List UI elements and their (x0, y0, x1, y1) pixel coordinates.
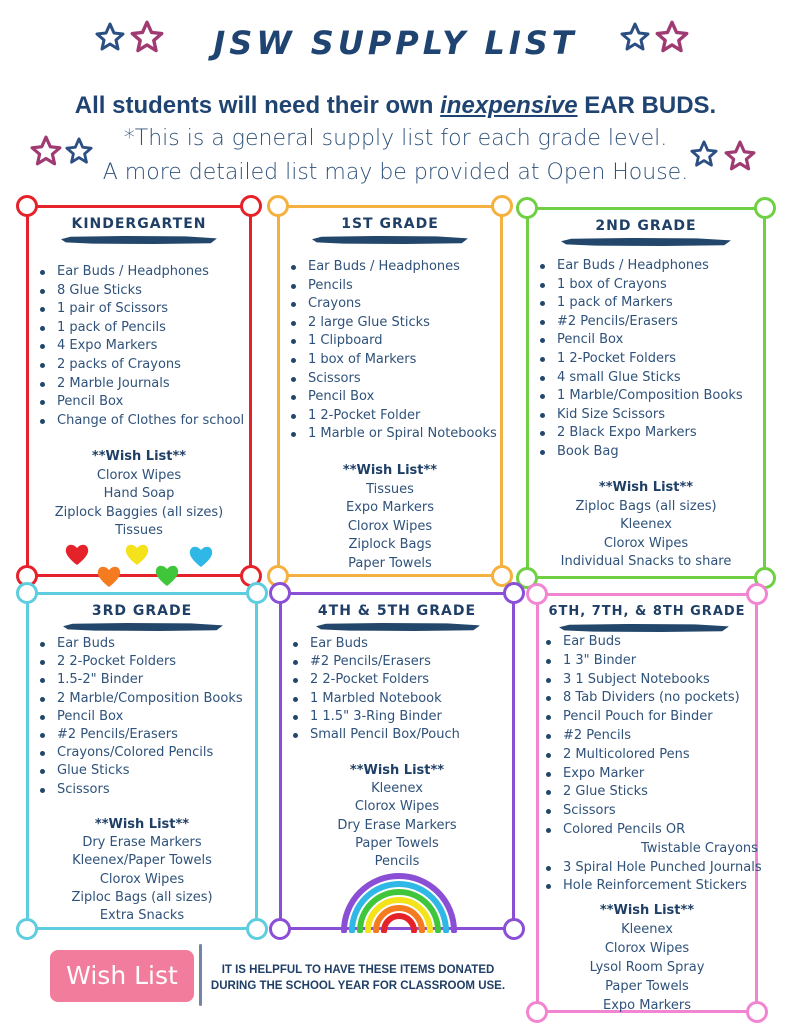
wish-item: Tissues (115, 523, 163, 539)
list-item: 8 Glue Sticks (37, 282, 244, 301)
wish-item: Kleenex (621, 922, 673, 937)
list-item: Pencil Box (37, 708, 243, 726)
card-1st-grade (277, 205, 503, 577)
brush-underline (559, 624, 729, 632)
list-item: 2 Multicolored Pens (543, 746, 762, 765)
list-item: #2 Pencils (543, 727, 762, 746)
star-doodle-icon (95, 22, 125, 52)
list-item: 1 box of Markers (288, 351, 497, 370)
star-doodle-icon (620, 22, 650, 52)
page-title: JSW SUPPLY LIST (213, 24, 578, 62)
card-heading: 3RD GRADE (91, 603, 193, 619)
list-item: 1 Marbled Notebook (290, 690, 460, 708)
list-item: 1 Marble or Spiral Notebooks (288, 425, 497, 444)
list-item: 2 Marble Journals (37, 375, 244, 394)
wish-item: Extra Snacks (99, 908, 185, 924)
list-item: Ear Buds / Headphones (288, 258, 497, 277)
wish-item: Kleenex (371, 781, 423, 797)
notice-text-post: EAR BUDS. (577, 92, 717, 119)
list-item: #2 Pencils/Erasers (290, 653, 460, 671)
wish-item: Clorox Wipes (99, 871, 185, 887)
brush-underline (561, 238, 731, 246)
wish-list (29, 816, 255, 925)
list-item: 1 1.5" 3-Ring Binder (290, 708, 460, 726)
list-item: Ear Buds (543, 633, 762, 652)
wish-heading: **Wish List** (349, 763, 445, 778)
list-item: Hole Reinforcement Stickers (543, 877, 762, 896)
wish-heading: **Wish List** (342, 463, 438, 478)
list-item: Scissors (37, 781, 243, 799)
wish-item: Clorox Wipes (603, 535, 689, 551)
supply-list (290, 635, 460, 744)
supply-list (288, 258, 497, 444)
card-4th-5th-grade (279, 592, 515, 930)
list-item: Ear Buds / Headphones (537, 257, 743, 276)
supply-list (543, 633, 762, 896)
list-item: Ear Buds / Headphones (37, 263, 244, 282)
wish-list (539, 901, 755, 1015)
brush-underline (63, 623, 223, 631)
divider (199, 944, 202, 1006)
list-item: Crayons (288, 295, 497, 314)
wish-list (529, 479, 763, 572)
card-kindergarten (26, 205, 252, 577)
supply-list (537, 257, 743, 462)
list-item: 2 large Glue Sticks (288, 314, 497, 333)
list-item: 3 Spiral Hole Punched Journals (543, 859, 762, 878)
notice-text-pre: All students will need their own (74, 92, 441, 119)
brush-underline (312, 236, 468, 244)
list-item: Change of Clothes for school (37, 412, 244, 431)
wish-heading: **Wish List** (94, 817, 190, 832)
list-item: 1 pair of Scissors (37, 300, 244, 319)
list-item: 4 small Glue Sticks (537, 369, 743, 388)
list-item: 1 3" Binder (543, 652, 762, 671)
rainbow-icon (336, 873, 462, 933)
wish-item: Clorox Wipes (604, 941, 690, 956)
list-item: 1 pack of Pencils (37, 319, 244, 338)
wish-item: Kleenex (620, 517, 672, 533)
list-item: 2 2-Pocket Folders (37, 653, 243, 671)
supply-list (37, 263, 244, 430)
earbuds-notice (0, 92, 791, 120)
list-item: #2 Pencils/Erasers (37, 726, 243, 744)
wish-item: Paper Towels (355, 835, 439, 851)
wish-item: Clorox Wipes (347, 518, 433, 534)
supply-list (37, 635, 243, 799)
list-item: 1 Clipboard (288, 332, 497, 351)
wish-item: Paper Towels (348, 555, 432, 571)
heart-icon (124, 541, 150, 567)
donation-note-line-2: DURING THE SCHOOL YEAR FOR CLASSROOM USE. (210, 980, 506, 992)
subnote-line-2: A more detailed list may be provided at Open House. (102, 160, 689, 185)
list-item: 8 Tab Dividers (no pockets) (543, 689, 762, 708)
wish-item: Pencils (374, 854, 420, 870)
card-heading: 6TH, 7TH, & 8TH GRADE (548, 604, 746, 619)
wish-list (29, 448, 249, 541)
list-item: 2 packs of Crayons (37, 356, 244, 375)
list-item: Pencil Pouch for Binder (543, 708, 762, 727)
star-doodle-icon (130, 20, 164, 54)
list-item: 1.5-2" Binder (37, 671, 243, 689)
wish-heading: **Wish List** (598, 480, 694, 495)
list-item: Ear Buds (37, 635, 243, 653)
list-item: Scissors (543, 802, 762, 821)
list-item: Pencil Box (537, 331, 743, 350)
card-2nd-grade (526, 207, 766, 579)
card-heading: 4TH & 5TH GRADE (317, 603, 477, 619)
list-item: Glue Sticks (37, 762, 243, 780)
list-item: Pencils (288, 277, 497, 296)
list-item: 1 2-Pocket Folders (537, 350, 743, 369)
list-item: Colored Pencils OR (543, 821, 762, 840)
brush-underline (316, 623, 480, 631)
list-item-continued: Twistable Crayons (641, 840, 758, 856)
card-heading: KINDERGARTEN (71, 216, 207, 232)
list-item: 3 1 Subject Notebooks (543, 671, 762, 690)
list-item: 1 2-Pocket Folder (288, 407, 497, 426)
list-item: Crayons/Colored Pencils (37, 744, 243, 762)
wish-item: Hand Soap (103, 486, 175, 502)
wish-heading: **Wish List** (599, 903, 695, 918)
wish-item: Ziplock Baggies (all sizes) (54, 504, 224, 520)
subnote-line-1: *This is a general supply list for each grade level. (123, 126, 668, 151)
list-item: 2 Glue Sticks (543, 783, 762, 802)
list-item: 1 box of Crayons (537, 276, 743, 295)
wish-item: Individual Snacks to share (560, 554, 732, 570)
list-item: Scissors (288, 370, 497, 389)
brush-underline (61, 236, 217, 244)
list-item: 2 Marble/Composition Books (37, 690, 243, 708)
list-item: Expo Marker (543, 765, 762, 784)
card-3rd-grade (26, 592, 258, 930)
list-item: Pencil Box (37, 393, 244, 412)
wish-item: Clorox Wipes (354, 799, 440, 815)
wish-item: Dry Erase Markers (337, 817, 457, 833)
wish-item: Tissues (366, 481, 414, 497)
wish-item: Ziplock Bags (348, 537, 432, 553)
wish-item: Ziploc Bags (all sizes) (575, 498, 717, 514)
list-item: Kid Size Scissors (537, 406, 743, 425)
wish-item: Lysol Room Spray (589, 960, 705, 975)
list-item: 2 2-Pocket Folders (290, 671, 460, 689)
wish-heading: **Wish List** (91, 449, 187, 464)
list-item: Book Bag (537, 443, 743, 462)
donation-note (203, 962, 513, 994)
wish-item: Ziploc Bags (all sizes) (71, 889, 213, 905)
donation-note-line-1: IT IS HELPFUL TO HAVE THESE ITEMS DONATED (221, 964, 495, 976)
list-item: 4 Expo Markers (37, 337, 244, 356)
wish-item: Paper Towels (605, 979, 689, 994)
list-item: 1 Marble/Composition Books (537, 387, 743, 406)
list-item: Ear Buds (290, 635, 460, 653)
wish-item: Clorox Wipes (96, 467, 182, 483)
list-item: #2 Pencils/Erasers (537, 313, 743, 332)
wish-list (282, 762, 512, 871)
heart-icon (154, 562, 180, 588)
card-heading: 1ST GRADE (341, 216, 439, 232)
card-6th-7th-8th-grade (536, 593, 762, 1013)
wish-item: Expo Markers (603, 998, 691, 1013)
list-item: Small Pencil Box/Pouch (290, 726, 460, 744)
star-doodle-icon (655, 20, 689, 54)
list-item: 1 pack of Markers (537, 294, 743, 313)
wish-item: Dry Erase Markers (82, 835, 202, 851)
heart-icon (188, 543, 214, 569)
notice-emphasis: inexpensive (440, 92, 578, 119)
wish-list-badge: Wish List (50, 950, 194, 1002)
heart-icon (96, 563, 122, 589)
list-item: 2 Black Expo Markers (537, 424, 743, 443)
card-heading: 2ND GRADE (595, 218, 697, 234)
list-item: Pencil Box (288, 388, 497, 407)
wish-item: Kleenex/Paper Towels (72, 853, 212, 869)
heart-icon (64, 541, 90, 567)
wish-item: Expo Markers (346, 500, 434, 516)
wish-list (280, 462, 500, 574)
